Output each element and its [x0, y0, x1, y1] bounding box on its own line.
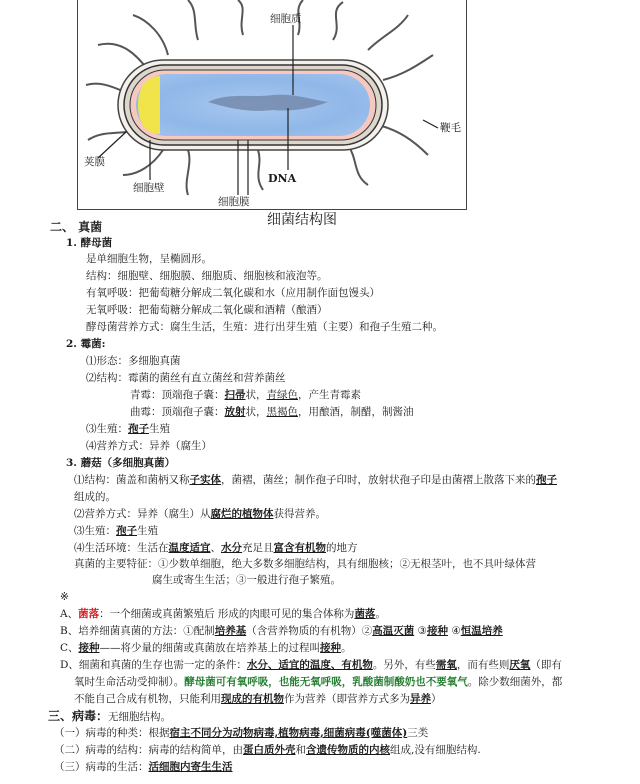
mold-line-5: ⑶生殖：孢子生殖 — [86, 423, 170, 435]
fungi-features-1: 真菌的主要特征：①少数单细胞，绝大多数多细胞结构，具有细胞核；②无根茎叶，也不具叶绿体营 — [74, 558, 536, 570]
mold-heading: 2. 霉菌: — [66, 338, 106, 350]
note-d-3: 不能自己合成有机物，只能利用现成的有机物作为营养（即营养方式多为异养） — [74, 693, 442, 705]
section3-title: 三、病毒：无细胞结构。 — [48, 709, 172, 723]
flagellum-pointer — [423, 120, 438, 128]
mushroom-line-4: ⑷生活环境：生活在温度适宜、水分充足且富含有机物的地方 — [74, 542, 358, 554]
yeast-line-4: 无氧呼吸：把葡萄糖分解成二氧化碳和酒精（酿酒） — [86, 304, 328, 316]
yeast-heading: 1. 酵母菌 — [66, 237, 113, 249]
mold-penicillium: 青霉：顶端孢子囊：扫帚状，青绿色，产生青霉素 — [130, 389, 361, 401]
note-a: A、菌落：一个细菌或真菌繁殖后 形成的肉眼可见的集合体称为菌落。 — [60, 608, 386, 620]
mold-line-1: ⑴形态：多细胞真菌 — [86, 355, 181, 367]
mold-line-2: ⑵结构：霉菌的菌丝有直立菌丝和营养菌丝 — [86, 372, 286, 384]
label-dna: DNA — [268, 172, 297, 185]
note-b: B、培养细菌真菌的方法：①配制培养基（含营养物质的有机物）②高温灭菌 ③接种 ④恒温培养 — [60, 625, 503, 637]
label-cell-wall: 细胞壁 — [133, 182, 165, 194]
mushroom-line-1: ⑴结构：菌盖和菌柄又称子实体，菌褶，菌丝；制作孢子印时，放射状孢子印是由菌褶上散落下来的孢子 — [74, 474, 557, 486]
yeast-line-5: 酵母菌营养方式：腐生生活，生殖：进行出芽生殖（主要）和孢子生殖二种。 — [86, 321, 443, 333]
note-d-2: 氧时生命活动受抑制）。酵母菌可有氧呼吸，也能无氧呼吸，乳酸菌制酸奶也不要氧气。除少数细菌外，都 — [74, 676, 563, 688]
bacteria-figure — [77, 0, 467, 210]
virus-structure: （二）病毒的结构：病毒的结构简单，由蛋白质外壳和含遗传物质的内核组成,没有细胞结构. — [54, 744, 481, 756]
label-cell-membrane: 细胞膜 — [218, 196, 250, 208]
label-capsule: 荚膜 — [84, 156, 105, 168]
mold-aspergillus: 曲霉：顶端孢子囊：放射状，黑褐色，用酿酒，制醋，制酱油 — [130, 406, 414, 418]
figure-caption: 细菌结构图 — [267, 212, 337, 228]
fungi-features-2: 腐生或寄生生活；③一般进行孢子繁殖。 — [152, 574, 341, 586]
note-d-1: D、细菌和真菌的生存也需一定的条件：水分、适宜的温度、有机物。另外，有些需氧，而有些则厌氧（即有 — [60, 659, 562, 671]
note-symbol: ※ — [60, 591, 69, 603]
yeast-line-1: 是单细胞生物，呈椭圆形。 — [86, 253, 212, 265]
mushroom-line-3: ⑶生殖：孢子生殖 — [74, 525, 158, 537]
label-cytoplasm: 细胞质 — [270, 13, 302, 25]
mushroom-line-1b: 组成的。 — [74, 491, 116, 503]
section2-title: 二、 真菌 — [50, 220, 103, 234]
mold-line-6: ⑷营养方式：异养（腐生） — [86, 440, 212, 452]
mushroom-heading: 3. 蘑菇（多细胞真菌） — [66, 457, 176, 469]
label-flagellum: 鞭毛 — [440, 122, 461, 134]
note-c: C、接种——将少量的细菌或真菌放在培养基上的过程叫接种。 — [60, 642, 352, 654]
mushroom-line-2: ⑵营养方式：异养（腐生）从腐烂的植物体获得营养。 — [74, 508, 326, 520]
yeast-line-3: 有氧呼吸：把葡萄糖分解成二氧化碳和水（应用制作面包馒头） — [86, 287, 380, 299]
virus-types: （一）病毒的种类：根据宿主不同分为动物病毒,植物病毒,细菌病毒(噬菌体)三类 — [54, 727, 429, 739]
yeast-line-2: 结构：细胞壁、细胞膜、细胞质、细胞核和液泡等。 — [86, 270, 328, 282]
virus-life: （三）病毒的生活：活细胞内寄生生活 — [54, 761, 233, 773]
